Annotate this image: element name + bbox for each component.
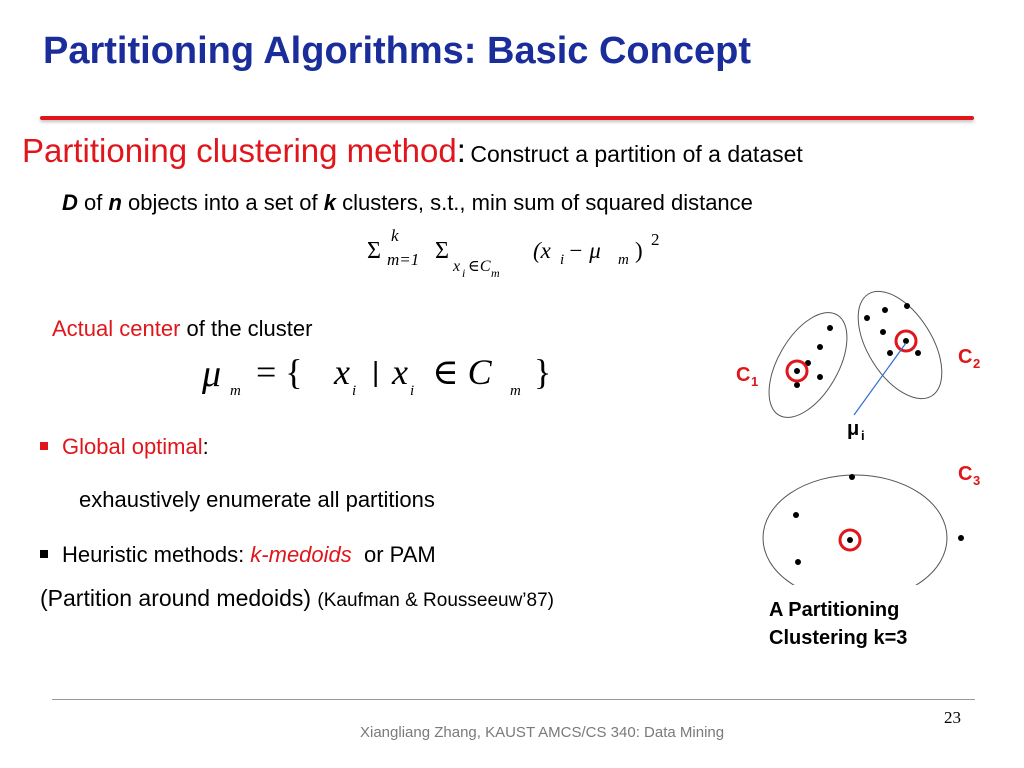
cluster-center-formula	[198, 348, 578, 404]
intro-term: Partitioning clustering method	[22, 132, 457, 169]
label-mu-sub: i	[861, 428, 865, 443]
formula1-sub-in-c: ∈C	[468, 258, 491, 275]
caption-line-1: A Partitioning	[769, 599, 900, 621]
slide-title: Partitioning Algorithms: Basic Concept	[43, 30, 751, 72]
global-optimal-colon: :	[202, 434, 209, 459]
var-d: D	[62, 190, 78, 215]
pam-explanation	[40, 585, 554, 612]
formula1-body-open: (x	[533, 238, 551, 263]
formula2-bar: |	[372, 356, 380, 387]
label-c2: C	[958, 346, 973, 368]
pam-reference: (Kaufman & Rousseeuw’87)	[317, 590, 554, 611]
label-c2-sub: 2	[973, 356, 981, 371]
heuristic-label: Heuristic methods:	[62, 542, 251, 567]
var-k: k	[323, 190, 336, 215]
formula1-sub-m: m	[491, 266, 500, 280]
formula2-i1: i	[352, 383, 357, 399]
actual-center-rest: of the cluster	[180, 316, 313, 341]
bullet-heuristic	[40, 542, 436, 568]
formula1-body-minus-mu: − μ	[568, 238, 601, 263]
text-mid: objects into a set of	[121, 190, 324, 215]
formula1-sup-k: k	[391, 226, 399, 245]
page-number: 23	[944, 708, 961, 727]
formula2-i2: i	[410, 383, 415, 399]
definition-line	[62, 190, 753, 216]
formula2-eq-brace: = {	[256, 352, 303, 392]
label-c3-sub: 3	[973, 473, 981, 488]
formula1-body-i: i	[560, 252, 565, 268]
cluster-c3	[763, 474, 964, 585]
formula1-sigma-inner: Σ	[435, 238, 449, 264]
formula1-body-m: m	[618, 252, 629, 268]
intro-colon: :	[456, 132, 466, 169]
caption-line-2: Clustering k=3	[769, 627, 908, 649]
kmedoids-term: k-medoids	[250, 542, 352, 567]
label-c3: C	[958, 463, 973, 485]
formula2-in-c: ∈ C	[432, 352, 492, 392]
actual-center-highlight: Actual center	[52, 316, 181, 341]
global-optimal-label: Global optimal	[62, 434, 203, 459]
intro-line	[22, 132, 803, 170]
cluster-c1	[753, 300, 863, 430]
formula2-sub-m: m	[230, 383, 241, 399]
label-c1: C	[736, 364, 751, 386]
formula2-x2: x	[392, 352, 408, 392]
clustering-diagram	[730, 285, 1010, 585]
bullet-square	[40, 442, 48, 450]
formula2-mu: μ	[202, 353, 222, 395]
label-c1-sub: 1	[751, 374, 759, 389]
var-n: n	[108, 190, 122, 215]
formula1-sub-i: i	[462, 266, 466, 280]
actual-center-line	[52, 316, 312, 342]
intro-rest: Construct a partition of a dataset	[470, 141, 803, 167]
global-optimal-detail: exhaustively enumerate all partitions	[79, 487, 435, 512]
diagram-caption	[769, 596, 907, 652]
formula1-exponent: 2	[651, 230, 660, 249]
bullet-global-optimal	[40, 434, 209, 460]
text-end: clusters, s.t., min sum of squared distance	[335, 190, 753, 215]
footer-divider	[52, 699, 975, 700]
mu-pointer-line	[854, 343, 906, 415]
title-divider	[40, 116, 974, 120]
formula1-body-close: )	[635, 238, 643, 263]
formula1-sub-m1: m=1	[387, 250, 420, 269]
formula2-close: }	[534, 352, 552, 392]
or-pam: or PAM	[351, 542, 436, 567]
footer-credit: Xiangliang Zhang, KAUST AMCS/CS 340: Data Mining	[360, 724, 725, 741]
cluster-c2	[841, 285, 959, 413]
formula2-sub-m2: m	[510, 383, 521, 399]
formula1-sigma-outer: Σ	[367, 238, 381, 264]
label-mu: μ	[847, 418, 860, 440]
text-of: of	[77, 190, 109, 215]
formula2-x1: x	[334, 352, 350, 392]
pam-main: (Partition around medoids)	[40, 585, 318, 611]
sum-squared-distance-formula	[365, 226, 685, 284]
formula1-sub-x: x	[453, 258, 461, 275]
bullet-square	[40, 550, 48, 558]
